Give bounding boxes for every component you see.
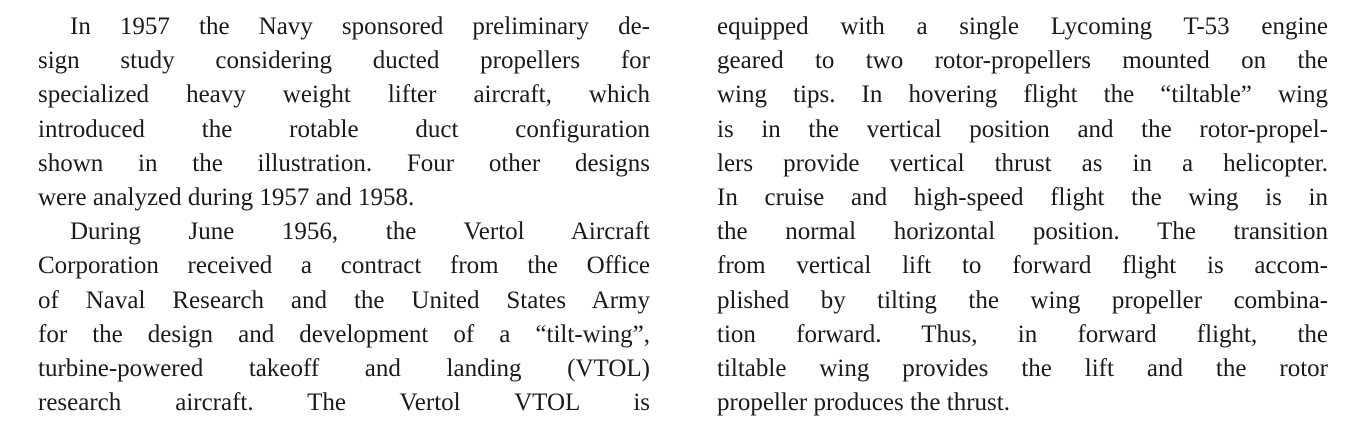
text-line: In cruise and high-speed flight the wing is in (717, 183, 1328, 211)
text-line: introduced the rotable duct configuration (38, 115, 650, 143)
paragraph-vertol-contract (38, 215, 650, 420)
text-line: plished by tilting the wing propeller combina- (717, 286, 1328, 314)
text-line: for the design and development of a “tilt-wing”, (38, 320, 650, 348)
paragraph-tilt-wing-description (717, 10, 1328, 420)
text-line: shown in the illustration. Four other designs (38, 149, 650, 177)
text-line: from vertical lift to forward flight is accom- (717, 252, 1328, 280)
text-line: equipped with a single Lycoming T-53 engine (717, 13, 1328, 40)
text-line: research aircraft. The Vertol VTOL is (38, 389, 650, 417)
text-line: propeller produces the thrust. (717, 389, 1010, 417)
text-line: During June 1956, the Vertol Aircraft (70, 218, 650, 246)
text-line: wing tips. In hovering flight the “tiltable” wing (717, 81, 1328, 109)
text-line: of Naval Research and the United States Army (38, 286, 650, 314)
text-line: the normal horizontal position. The transition (717, 218, 1328, 246)
text-line: sign study considering ducted propellers for (38, 47, 650, 75)
paragraph-navy-ducted-propellers (38, 10, 650, 215)
text-line: turbine-powered takeoff and landing (VTOL) (38, 354, 650, 382)
text-line: is in the vertical position and the rotor-propel- (717, 115, 1328, 143)
text-line: specialized heavy weight lifter aircraft, which (38, 81, 650, 109)
right-column (717, 10, 1328, 420)
text-line: tiltable wing provides the lift and the rotor (717, 354, 1328, 382)
text-line: tion forward. Thus, in forward flight, the (717, 320, 1328, 348)
text-line: In 1957 the Navy sponsored preliminary de- (70, 13, 650, 40)
left-column (38, 10, 650, 420)
text-line: Corporation received a contract from the Office (38, 252, 650, 280)
text-line: lers provide vertical thrust as in a helicopter. (717, 149, 1328, 177)
text-line: were analyzed during 1957 and 1958. (38, 183, 415, 211)
text-line: geared to two rotor-propellers mounted on the (717, 47, 1328, 75)
